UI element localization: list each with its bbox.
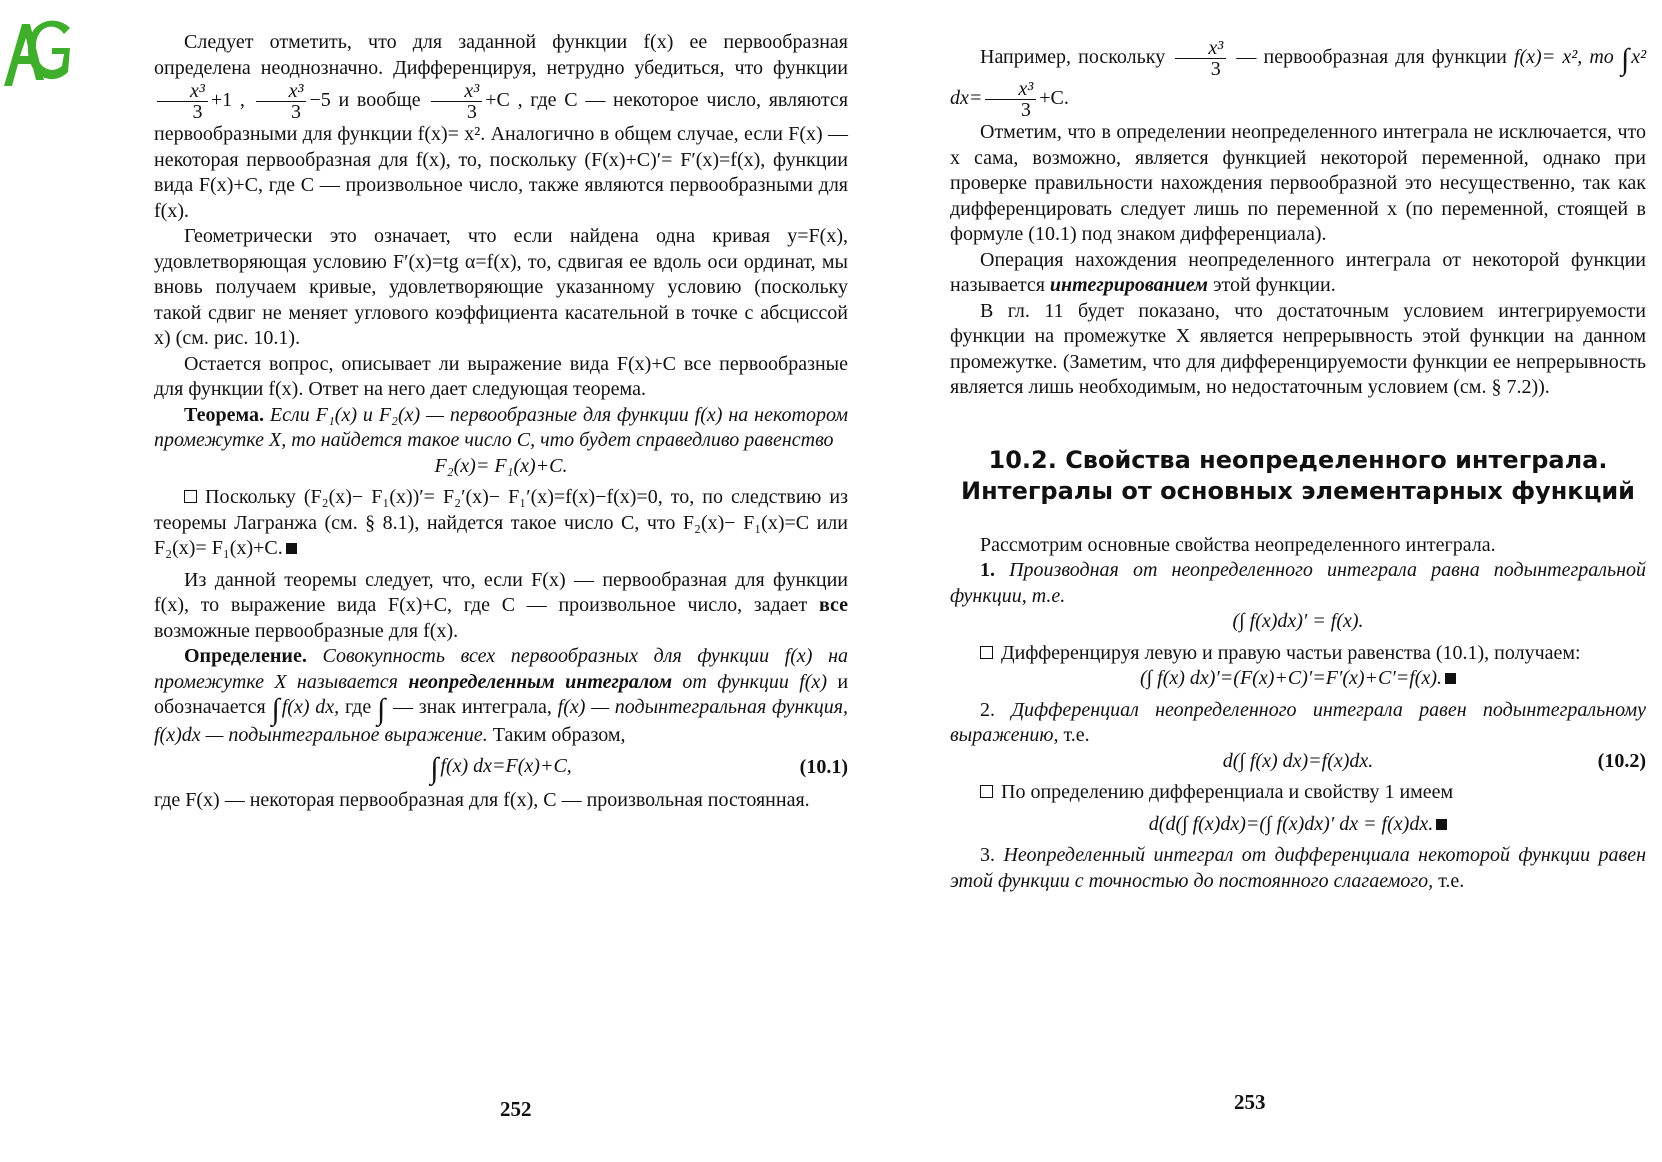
- fraction: $\frac{\text{x³}}{3}$: [985, 79, 1036, 120]
- section-heading: 10.2. Свойства неопределенного интеграла. Интегралы от основных элементарных функций: [961, 445, 1635, 505]
- equation-10-1: ∫ f(x) dx=F(x)+C, (10.1): [430, 752, 848, 785]
- proof: Дифференцируя левую и правую частьи равенства (10.1), получаем:: [950, 641, 1646, 667]
- right-page: [880, 0, 1662, 1162]
- page-number: 253: [1234, 1090, 1266, 1114]
- paragraph: Отметим, что в определении неопределенного интеграла не исключается, что x сама, возможно, является функцией некоторой переменной, однако при проверке правильности нахождения первообразной это несущественно, так как дифференцировать следует лишь по переменной x (по переменной, стоящей в формуле (10.1) под знаком дифференциала).: [950, 121, 1646, 245]
- paragraph: Например, поскольку $\frac{\text{x³}}{3}$ — первообразная для функции f(x)= x², то ∫ x² dx= $\frac{\text{x³}}{3}$ +C.: [950, 37, 1647, 121]
- paragraph: Операция нахождения неопределенного интеграла от некоторой функции называется интегрированием этой функции.: [950, 248, 1646, 296]
- paragraph: Из данной теоремы следует, что, если F(x) — первообразная для функции f(x), то выражение вида F(x)+C, где C — произвольное число, задает все возможные первообразные для f(x).: [154, 568, 849, 642]
- property-3: 3. Неопределенный интеграл от дифференциала некоторой функции равен этой функции с точностью до постоянного слагаемого, т.е.: [950, 844, 1647, 892]
- page-number: 252: [500, 1097, 532, 1121]
- fraction: $\frac{\text{x³}}{3}$: [157, 81, 208, 122]
- fraction: $\frac{\text{x³}}{3}$: [431, 81, 482, 122]
- proof: По определению дифференциала и свойству 1 имеем: [950, 780, 1646, 806]
- fraction: $\frac{\text{x³}}{3}$: [256, 81, 307, 122]
- equation-10-2: d(∫ f(x) dx)=f(x)dx. (10.2): [1222, 749, 1646, 772]
- fraction: $\frac{\text{x³}}{3}$: [1175, 38, 1226, 79]
- paragraph: Геометрически это означает, что если найдена одна кривая y=F(x), удовлетворяющая условию F′(x)=tg α=f(x), то, сдвигая ее вдоль оси ординат, мы вновь получаем кривые, удовлетворяющие указанному условию (поскольку такой сдвиг не меняет углового коэффициента касательной в точке с абсциссой x) (см. рис. 10.1).: [154, 225, 848, 349]
- property-2: 2. Дифференциал неопределенного интеграла равен подынтегральному выражению, т.е.: [950, 698, 1646, 746]
- theorem: Теорема. Если F₁(x) и F₂(x) — первообразные для функции f(x) на некотором промежутке X, то найдется такое число C, что будет справедливо равенство: [154, 403, 848, 451]
- qed-icon: [1445, 673, 1456, 684]
- proof-start-icon: [184, 490, 197, 503]
- qed-icon: [286, 543, 297, 554]
- equation: F₂(x)= F₁(x)+C.: [434, 454, 568, 477]
- equation: d(d(∫ f(x)dx)=(∫ f(x)dx)′ dx = f(x)dx.: [950, 812, 1646, 838]
- paragraph: Рассмотрим основные свойства неопределенного интеграла.: [980, 533, 1496, 556]
- proof-start-icon: [980, 785, 993, 798]
- paragraph: где F(x) — некоторая первообразная для f(x), C — произвольная постоянная.: [154, 788, 810, 811]
- equation: (∫ f(x)dx)′ = f(x).: [1232, 610, 1364, 632]
- proof: Поскольку (F₂(x)− F₁(x))′= F₂′(x)− F₁′(x)=f(x)−f(x)=0, то, по следствию из теоремы Лагранжа (см. § 8.1), найдется такое число C, что F₂(x)− F₁(x)=C или F₂(x)= F₁(x)+C.: [154, 486, 848, 559]
- paragraph: Остается вопрос, описывает ли выражение вида F(x)+C все первообразные для функции f(x). Ответ на него дает следующая теорема.: [154, 352, 848, 400]
- equation: (∫ f(x) dx)′=(F(x)+C)′=F′(x)+C′=f(x).: [950, 666, 1646, 692]
- paragraph: Следует отметить, что для заданной функции f(x) ее первообразная определена неоднозначно. Дифференцируя, нетрудно убедиться, что функции $\frac{\text{x³}}{3}$ +1 , $\frac{\text{x³}}{3}$ −5 и вообще $\frac{\text{x³}}{3}$ +C , где C — некоторое число, являются первообразными для функции f(x)= x². Аналогично в общем случае, если F(x) — некоторая первообразная для f(x), то, поскольку (F(x)+C)′= F′(x)=f(x), функции вида F(x)+C, где C — произвольное число, также являются первообразными для f(x).: [154, 31, 849, 222]
- paragraph: В гл. 11 будет показано, что достаточным условием интегрируемости функции на промежутке X является непрерывность этой функции на данном промежутке. (Заметим, что для дифференцируемости функции ее непрерывность является лишь необходимым, но недостаточным условием (см. § 7.2)).: [950, 299, 1646, 398]
- ag-logo-icon: [0, 14, 72, 92]
- property-1: 1. Производная от неопределенного интеграла равна подынтегральной функции, т.е.: [950, 559, 1646, 607]
- qed-icon: [1436, 819, 1447, 830]
- definition: Определение. Совокупность всех первообразных для функции f(x) на промежутке X называется неопределенным интегралом от функции f(x) и обозначается ∫ f(x) dx, где ∫ — знак интеграла, f(x) — подынтегральная функция, f(x)dx — подынтегральное выражение. Таким образом,: [154, 645, 849, 746]
- proof-start-icon: [980, 646, 993, 659]
